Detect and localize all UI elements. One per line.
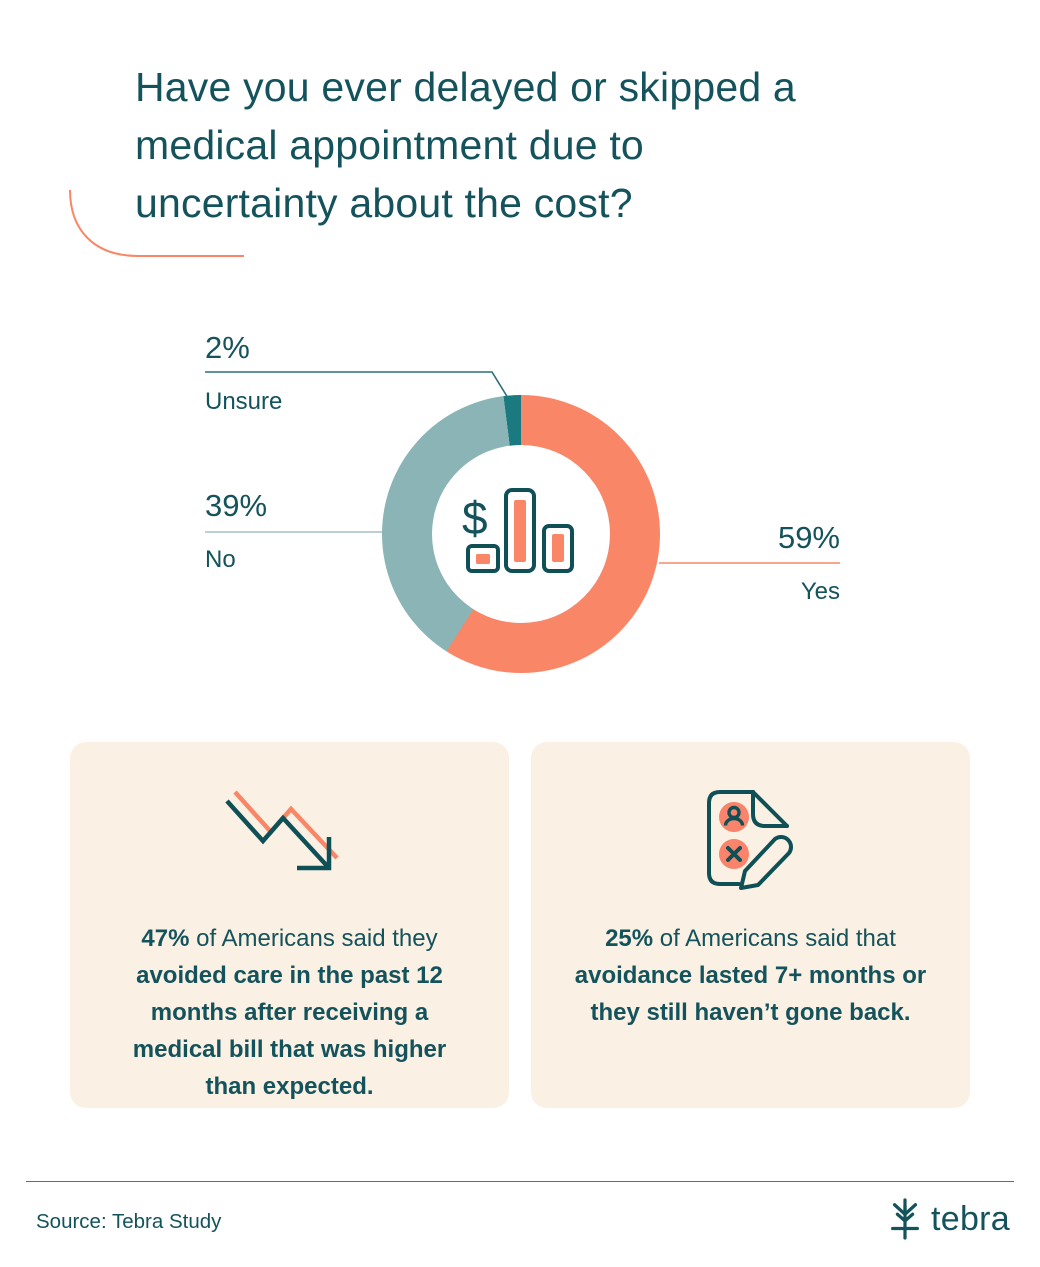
dollar-bar-chart-icon: [462, 486, 580, 582]
title-line-1: Have you ever delayed or skipped a: [135, 64, 796, 110]
tebra-wordmark: tebra: [931, 1199, 1010, 1238]
donut-chart: [382, 395, 660, 673]
title-line-3: uncertainty about the cost?: [135, 180, 633, 226]
trend-down-arrow-icon: [223, 786, 357, 894]
tebra-tree-icon: [886, 1198, 924, 1240]
callout-no-label: No: [205, 546, 236, 573]
callout-yes: [690, 520, 840, 606]
survey-document-icon: [695, 786, 807, 894]
stat-value: 25%: [605, 925, 654, 952]
callout-no: [205, 488, 267, 574]
callout-unsure-label: Unsure: [205, 388, 283, 415]
footer-divider: [26, 1181, 1014, 1182]
decorative-arc: [66, 188, 251, 262]
donut-hole: [432, 445, 610, 623]
callout-unsure-percent: 2%: [205, 330, 250, 365]
source-text: Source: Tebra Study: [36, 1210, 222, 1233]
callout-no-percent: 39%: [205, 488, 268, 523]
stat-value: 47%: [141, 925, 190, 952]
stat-text-bold: avoidance lasted 7+ months or they still haven’t gone back.: [574, 962, 927, 1026]
stat-text-regular: of Americans said they: [189, 925, 438, 952]
donut-chart-area: [0, 330, 1040, 722]
stat-text-regular: of Americans said that: [653, 925, 896, 952]
stat-card-avoided-care: [70, 742, 509, 1108]
stat-card-text: [531, 920, 970, 1031]
callout-unsure: [205, 330, 282, 416]
stat-cards: [70, 742, 970, 1108]
page-title: [135, 58, 915, 232]
callout-yes-percent: 59%: [777, 520, 840, 555]
svg-text:$: $: [462, 492, 488, 544]
tebra-logo: [886, 1198, 1010, 1240]
stat-card-avoidance-duration: [531, 742, 970, 1108]
callout-yes-label: Yes: [800, 578, 840, 605]
stat-card-text: [70, 920, 509, 1105]
title-line-2: medical appointment due to: [135, 122, 644, 168]
stat-text-bold: avoided care in the past 12 months after receiving a medical bill that was higher than expected.: [132, 962, 447, 1100]
